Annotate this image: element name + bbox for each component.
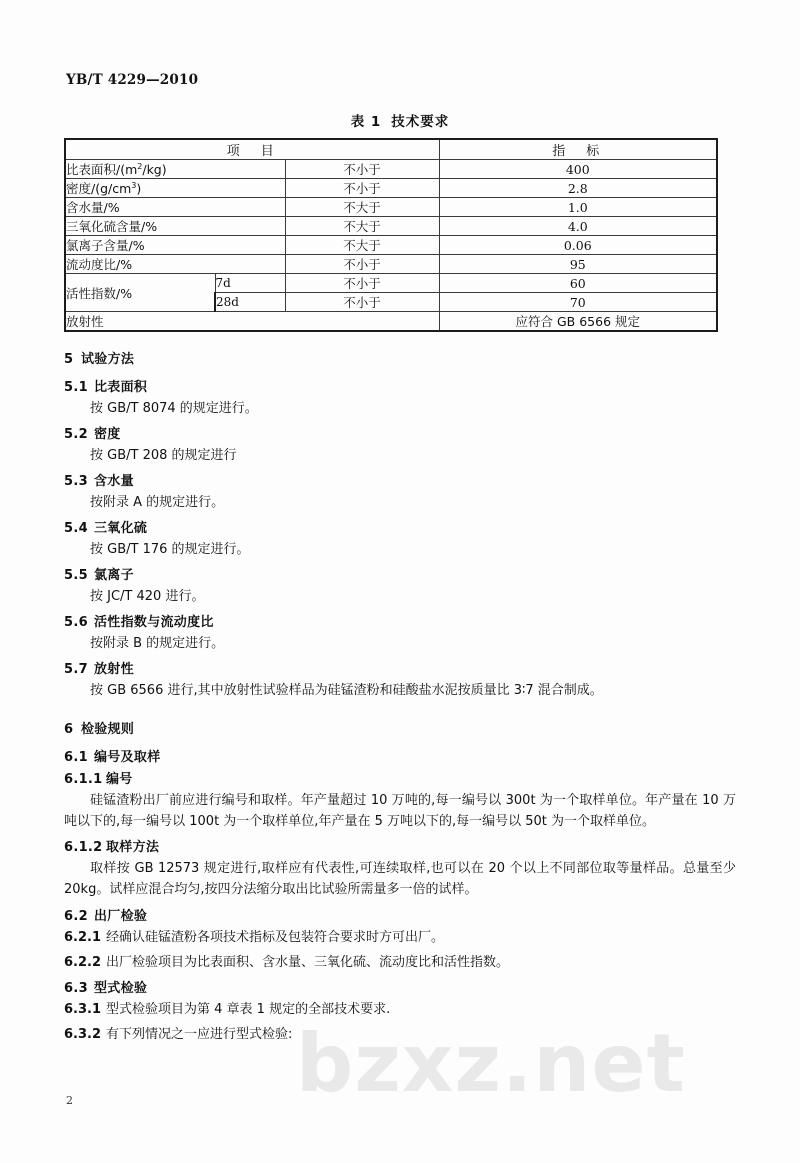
heading-5-6-number: 5.6 — [64, 615, 88, 631]
heading-5-3 — [64, 470, 736, 489]
paragraph-6-2-2 — [64, 952, 736, 973]
technical-requirements-table — [64, 138, 718, 332]
paragraph-6-3-2-number: 6.3.2 — [64, 1026, 102, 1042]
heading-6-3-number: 6.3 — [64, 980, 88, 996]
row-name: 氯离子含量/% — [65, 236, 285, 255]
row-value: 0.06 — [439, 236, 717, 255]
row-name-merged: 活性指数/% — [65, 274, 215, 312]
table-header-index: 指 标 — [439, 139, 717, 160]
row-compare: 不大于 — [285, 236, 439, 255]
paragraph-6-2-1 — [64, 927, 736, 948]
heading-6-number: 6 — [64, 722, 74, 738]
paragraph-5-2: 按 GB/T 208 的规定进行 — [90, 448, 237, 464]
heading-6-1 — [64, 746, 736, 765]
heading-6-1-1-number: 6.1.1 — [64, 772, 103, 788]
heading-6-1-2-title: 取样方法 — [106, 840, 160, 856]
table-row — [65, 198, 717, 217]
heading-5-number: 5 — [64, 352, 74, 367]
row-compare: 不小于 — [285, 274, 439, 293]
heading-6-1-1 — [64, 768, 736, 787]
row-value: 2.8 — [439, 179, 717, 198]
table-row — [65, 179, 717, 198]
paragraph-5-3: 按附录 A 的规定进行。 — [90, 495, 225, 511]
heading-5-1-number: 5.1 — [64, 380, 88, 395]
heading-5-1 — [64, 376, 736, 395]
table-row — [65, 274, 717, 293]
heading-5 — [64, 348, 736, 367]
heading-5-5 — [64, 564, 736, 583]
paragraph-6-2-2-text: 出厂检验项目为比表面积、含水量、三氧化硫、流动度比和活性指数。 — [106, 954, 510, 970]
row-value: 400 — [439, 160, 717, 179]
heading-6-1-1-title: 编号 — [106, 772, 133, 788]
row-name: 流动度比/% — [65, 255, 285, 274]
heading-6-title: 检验规则 — [81, 722, 135, 738]
heading-6 — [64, 718, 736, 737]
paragraph-6-1-1: 硅锰渣粉出厂前应进行编号和取样。年产量超过 10 万吨的,每一编号以 300t 为一个取样单位。年产量在 10 万吨以下的,每一编号以 100t 为一个取样单位,年产量在 5 万吨以下的,每一编号以 50t 为一个取样单位。 — [64, 793, 736, 830]
row-name: 比表面积$/(m^2/kg)$ — [65, 160, 285, 179]
table-row — [65, 160, 717, 179]
row-compare: 不小于 — [285, 160, 439, 179]
row-compare: 不小于 — [285, 293, 439, 312]
heading-5-4-number: 5.4 — [64, 521, 88, 537]
heading-6-2-number: 6.2 — [64, 908, 88, 924]
row-value: 应符合 GB 6566 规定 — [439, 312, 717, 332]
paragraph-6-2-1-number: 6.2.1 — [64, 929, 102, 945]
table-row — [65, 236, 717, 255]
document-body — [64, 348, 736, 1049]
heading-5-2 — [64, 423, 736, 442]
row-compare: 不小于 — [285, 255, 439, 274]
table-caption-number: 表 1 — [350, 114, 382, 130]
heading-5-7-title: 放射性 — [94, 662, 134, 678]
running-head: YB/T 4229—2010 — [66, 72, 199, 88]
row-subitem: 7d — [215, 274, 285, 293]
table-header-row — [65, 139, 717, 160]
row-name: 三氧化硫含量/% — [65, 217, 285, 236]
heading-6-1-2-number: 6.1.2 — [64, 840, 103, 856]
paragraph-6-3-1-number: 6.3.1 — [64, 1001, 102, 1017]
heading-5-1-title: 比表面积 — [94, 380, 148, 395]
heading-5-6 — [64, 611, 736, 630]
heading-5-2-number: 5.2 — [64, 427, 88, 443]
row-value: 1.0 — [439, 198, 717, 217]
table-row — [65, 217, 717, 236]
heading-5-2-title: 密度 — [94, 427, 121, 443]
table-caption — [0, 110, 800, 130]
heading-6-2 — [64, 905, 736, 924]
row-name: 含水量/% — [65, 198, 285, 217]
paragraph-6-1-2: 取样按 GB 12573 规定进行,取样应有代表性,可连续取样,也可以在 20 个以上不同部位取等量样品。总量至少 20kg。试样应混合均匀,按四分法缩分取出比试验所需量多一倍的试样。 — [64, 861, 736, 898]
paragraph-6-3-2 — [64, 1024, 736, 1045]
table-row — [65, 312, 717, 332]
row-name: 密度$/(g/cm^3)$ — [65, 179, 285, 198]
heading-5-5-number: 5.5 — [64, 568, 88, 584]
watermark-text: bzxz.net — [296, 1017, 686, 1110]
heading-5-4 — [64, 517, 736, 536]
row-value: 4.0 — [439, 217, 717, 236]
heading-6-1-number: 6.1 — [64, 750, 88, 766]
row-name: 放射性 — [65, 312, 439, 332]
heading-5-4-title: 三氧化硫 — [94, 521, 148, 537]
paragraph-6-3-1-text: 型式检验项目为第 4 章表 1 规定的全部技术要求. — [106, 1001, 391, 1017]
row-value: 95 — [439, 255, 717, 274]
table-caption-title: 技术要求 — [391, 114, 450, 130]
paragraph-6-2-2-number: 6.2.2 — [64, 954, 102, 970]
paragraph-5-7: 按 GB 6566 进行,其中放射性试验样品为硅锰渣粉和硅酸盐水泥按质量比 3∶7 混合制成。 — [90, 683, 603, 699]
paragraph-5-6: 按附录 B 的规定进行。 — [90, 636, 225, 652]
page-number: 2 — [66, 1094, 73, 1107]
paragraph-5-5: 按 JC/T 420 进行。 — [90, 589, 205, 605]
row-value: 70 — [439, 293, 717, 312]
paragraph-6-3-1 — [64, 999, 736, 1020]
row-compare: 不小于 — [285, 179, 439, 198]
heading-5-3-number: 5.3 — [64, 474, 88, 490]
table-header-item: 项 目 — [65, 139, 439, 160]
row-compare: 不大于 — [285, 198, 439, 217]
row-value: 60 — [439, 274, 717, 293]
section-spacer — [64, 705, 736, 718]
heading-6-3-title: 型式检验 — [94, 980, 148, 996]
paragraph-5-4: 按 GB/T 176 的规定进行。 — [90, 542, 250, 558]
paragraph-6-2-1-text: 经确认硅锰渣粉各项技术指标及包装符合要求时方可出厂。 — [106, 929, 445, 945]
row-compare: 不大于 — [285, 217, 439, 236]
spec-table-wrapper — [64, 138, 716, 332]
heading-5-6-title: 活性指数与流动度比 — [94, 615, 214, 631]
heading-5-7-number: 5.7 — [64, 662, 88, 678]
heading-5-title: 试验方法 — [81, 352, 135, 367]
table-row — [65, 255, 717, 274]
paragraph-6-3-2-text: 有下列情况之一应进行型式检验: — [106, 1026, 293, 1042]
heading-5-7 — [64, 658, 736, 677]
heading-5-3-title: 含水量 — [94, 474, 134, 490]
heading-6-2-title: 出厂检验 — [94, 908, 148, 924]
row-subitem: 28d — [215, 293, 285, 312]
heading-5-5-title: 氯离子 — [94, 568, 134, 584]
heading-6-1-title: 编号及取样 — [94, 750, 161, 766]
paragraph-5-1: 按 GB/T 8074 的规定进行。 — [90, 401, 258, 416]
heading-6-3 — [64, 977, 736, 996]
heading-6-1-2 — [64, 836, 736, 855]
